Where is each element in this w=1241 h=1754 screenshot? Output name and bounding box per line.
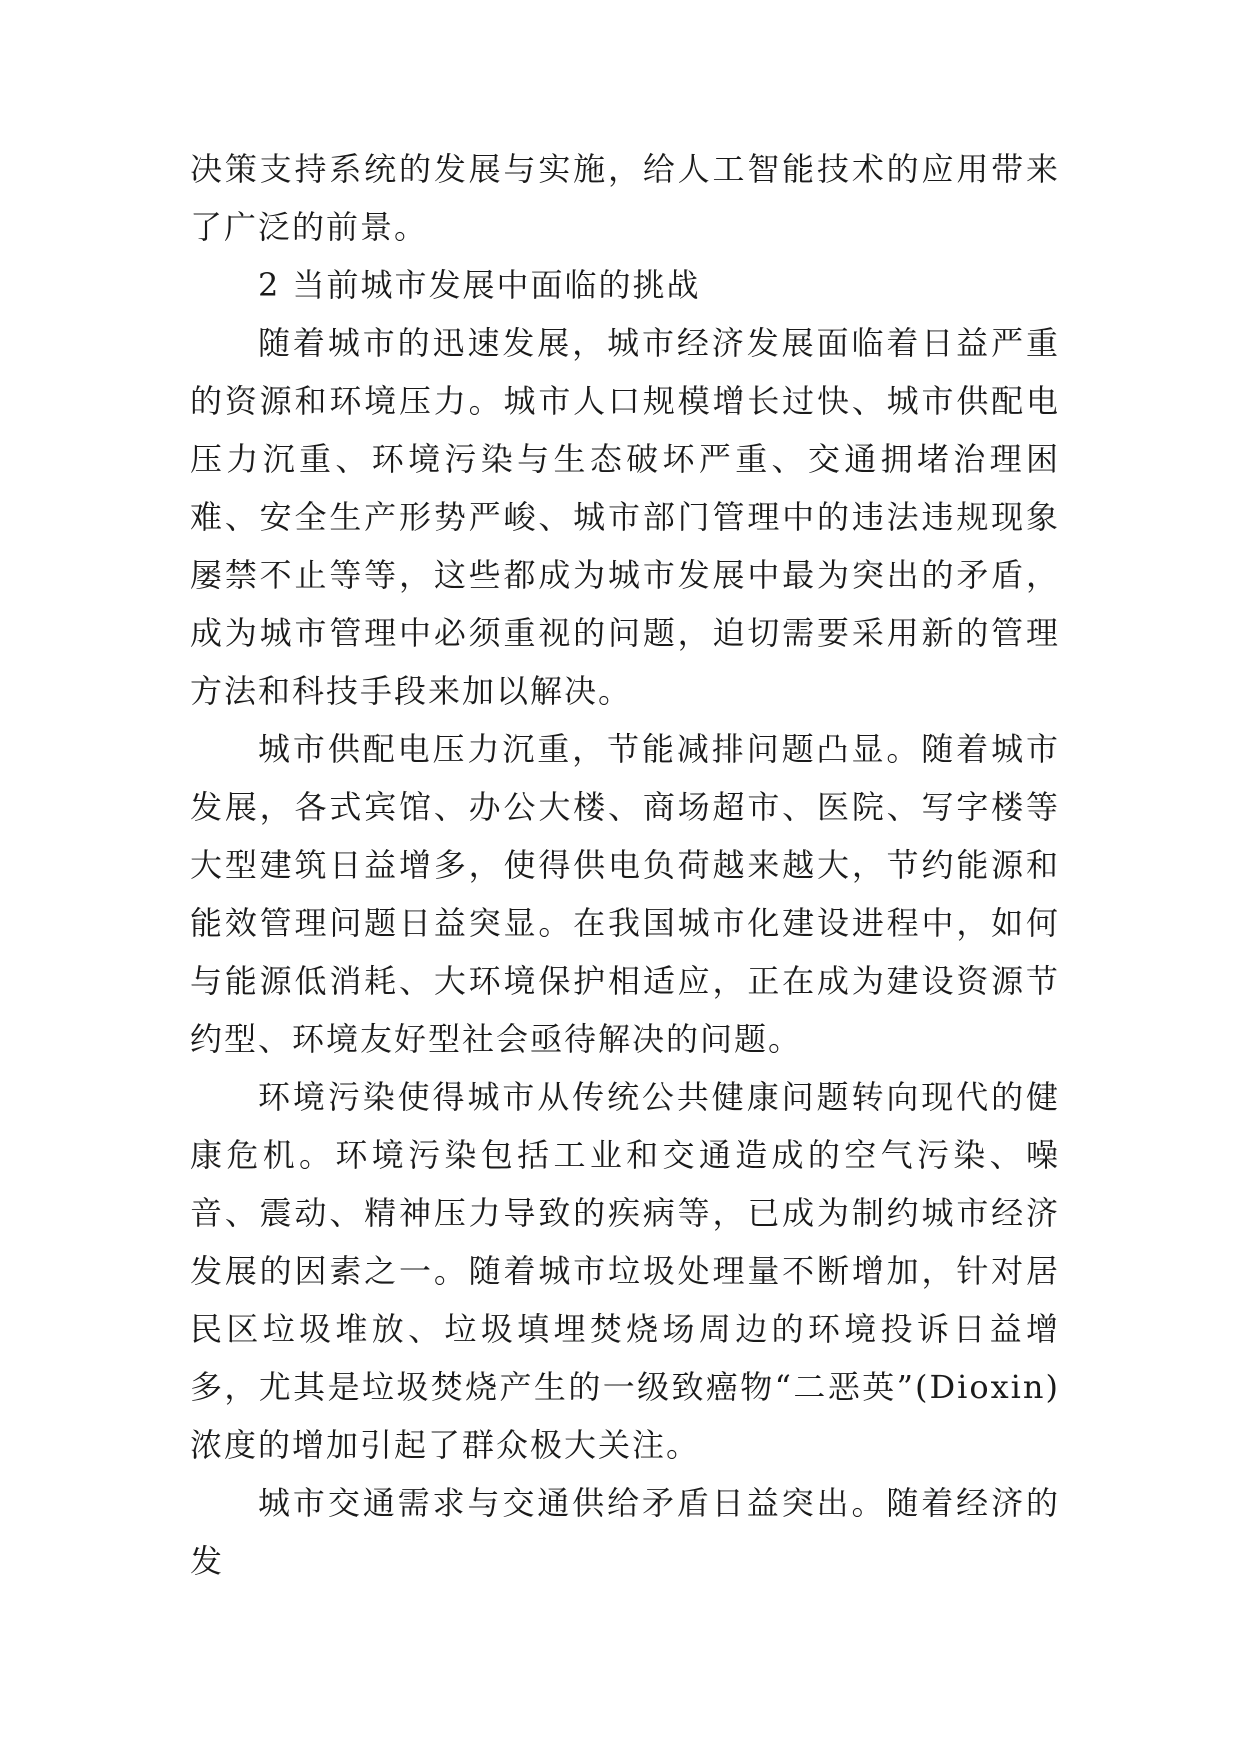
document-page [190,140,1060,1590]
paragraph-environment: 环境污染使得城市从传统公共健康问题转向现代的健康危机。环境污染包括工业和交通造成的空气污染、噪音、震动、精神压力导致的疾病等，已成为制约城市经济发展的因素之一。随着城市垃圾处理量不断增加，针对居民区垃圾堆放、垃圾填埋焚烧场周边的环境投诉日益增多，尤其是垃圾焚烧产生的一级致癌物“二恶英”(Dioxin)浓度的增加引起了群众极大关注。 [190,1078,1060,1464]
paragraph-traffic: 城市交通需求与交通供给矛盾日益突出。随着经济的发 [190,1484,1060,1580]
paragraph-power-supply: 城市供配电压力沉重，节能减排问题凸显。随着城市发展，各式宾馆、办公大楼、商场超市、医院、写字楼等大型建筑日益增多，使得供电负荷越来越大，节约能源和能效管理问题日益突显。在我国城市化建设进程中，如何与能源低消耗、大环境保护相适应，正在成为建设资源节约型、环境友好型社会亟待解决的问题。 [190,730,1060,1058]
paragraph-continuation: 决策支持系统的发展与实施，给人工智能技术的应用带来了广泛的前景。 [190,150,1060,246]
section-heading: 2 当前城市发展中面临的挑战 [258,266,701,304]
paragraph-urban-pressure: 随着城市的迅速发展，城市经济发展面临着日益严重的资源和环境压力。城市人口规模增长过快、城市供配电压力沉重、环境污染与生态破坏严重、交通拥堵治理困难、安全生产形势严峻、城市部门管理中的违法违规现象屡禁不止等等，这些都成为城市发展中最为突出的矛盾，成为城市管理中必须重视的问题，迫切需要采用新的管理方法和科技手段来加以解决。 [190,324,1060,710]
